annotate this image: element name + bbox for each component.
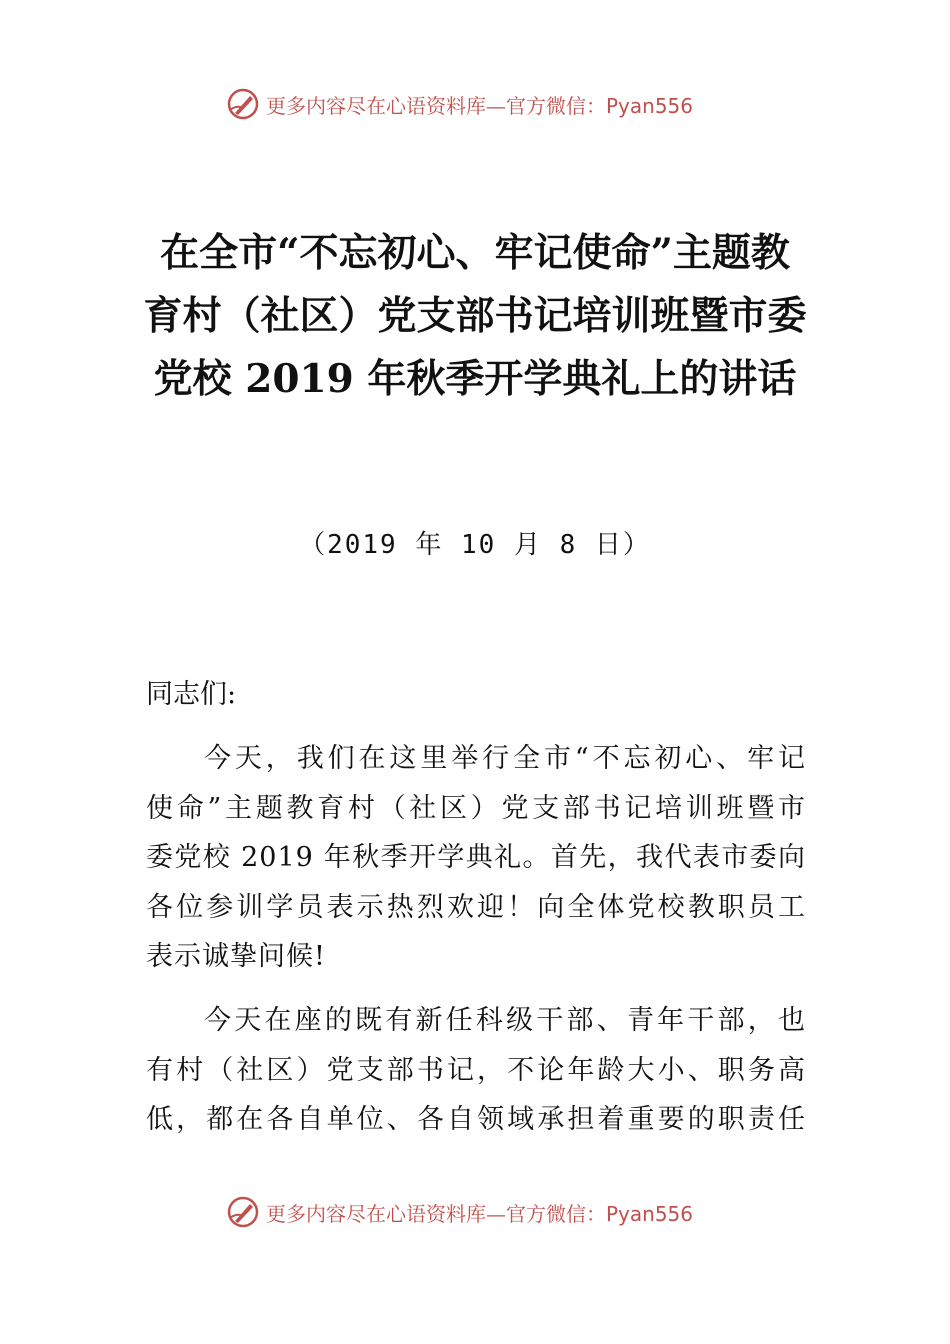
paragraph-line: 今天，我们在这里举行全市“不忘初心、牢记: [204, 743, 806, 774]
watermark-header: [226, 84, 693, 124]
title-line: 党校 2019 年秋季开学典礼上的讲话: [153, 356, 797, 402]
watermark-text: [266, 90, 693, 119]
document-date: （2019 年 10 月 8 日）: [299, 530, 651, 560]
paragraph-1: [146, 734, 806, 982]
watermark-text-cn: 更多内容尽在心语资料库—官方微信：: [266, 1201, 606, 1226]
pen-logo-icon: [226, 87, 260, 121]
document-title: [130, 222, 820, 411]
watermark-text: [266, 1198, 693, 1227]
paragraph-line: 有村（社区）党支部书记，不论年龄大小、职务高: [146, 1054, 806, 1086]
paragraph-line: 委党校 2019 年秋季开学典礼。首先，我代表市委向: [146, 842, 806, 873]
salutation: 同志们:: [146, 679, 237, 710]
title-line: 在全市“不忘初心、牢记使命”主题教: [160, 230, 790, 276]
watermark-text-cn: 更多内容尽在心语资料库—官方微信：: [266, 93, 606, 118]
paragraph-line: 低，都在各自单位、各自领域承担着重要的职责任: [146, 1104, 806, 1135]
paragraph-line: 使命”主题教育村（社区）党支部书记培训班暨市: [146, 792, 806, 824]
paragraph-line: 今天在座的既有新任科级干部、青年干部，也: [204, 1005, 806, 1036]
watermark-footer: [226, 1192, 693, 1232]
title-line: 育村（社区）党支部书记培训班暨市委: [143, 293, 807, 339]
paragraph-2: [146, 996, 806, 1145]
watermark-text-id: Pyan556: [606, 93, 694, 118]
pen-logo-icon: [226, 1195, 260, 1229]
paragraph-line: 表示诚挚问候!: [146, 941, 326, 972]
watermark-text-id: Pyan556: [606, 1201, 694, 1226]
paragraph-line: 各位参训学员表示热烈欢迎！向全体党校教职员工: [146, 891, 806, 923]
